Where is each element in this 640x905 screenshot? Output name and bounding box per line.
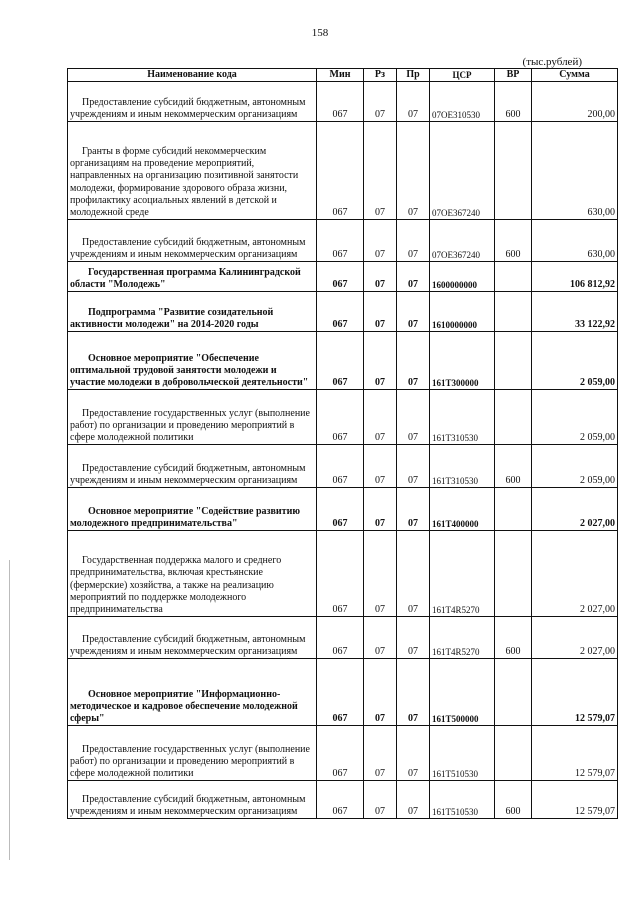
cell-min: 067 [317, 659, 364, 726]
cell-rz: 07 [364, 220, 397, 262]
cell-pr: 07 [397, 82, 430, 122]
cell-pr: 07 [397, 220, 430, 262]
cell-vr [495, 122, 532, 220]
cell-min: 067 [317, 531, 364, 617]
cell-pr: 07 [397, 781, 430, 819]
table-row [68, 617, 618, 659]
cell-pr: 07 [397, 726, 430, 781]
cell-rz: 07 [364, 726, 397, 781]
table-row [68, 781, 618, 819]
cell-name: Предоставление субсидий бюджетным, автономным учреждениям и иным некоммерческим организациям [68, 445, 317, 488]
cell-csr: 161Т310530 [430, 445, 495, 488]
table-row [68, 488, 618, 531]
cell-csr: 1600000000 [430, 262, 495, 292]
cell-sum: 2 059,00 [532, 390, 618, 445]
cell-sum: 12 579,07 [532, 659, 618, 726]
cell-min: 067 [317, 220, 364, 262]
cell-rz: 07 [364, 292, 397, 332]
table-row [68, 82, 618, 122]
cell-min: 067 [317, 726, 364, 781]
cell-csr: 161Т4R5270 [430, 531, 495, 617]
cell-vr [495, 726, 532, 781]
cell-name: Подпрограмма "Развитие созидательной активности молодежи" на 2014-2020 годы [68, 292, 317, 332]
table-header-row [68, 69, 618, 82]
cell-vr [495, 659, 532, 726]
cell-min: 067 [317, 781, 364, 819]
cell-pr: 07 [397, 617, 430, 659]
cell-vr: 600 [495, 220, 532, 262]
cell-vr [495, 292, 532, 332]
cell-csr: 161Т510530 [430, 781, 495, 819]
header-vr: ВР [495, 69, 532, 82]
header-min: Мин [317, 69, 364, 82]
cell-csr: 161Т500000 [430, 659, 495, 726]
cell-rz: 07 [364, 531, 397, 617]
cell-pr: 07 [397, 332, 430, 390]
cell-vr: 600 [495, 617, 532, 659]
cell-pr: 07 [397, 445, 430, 488]
cell-rz: 07 [364, 262, 397, 292]
cell-sum: 106 812,92 [532, 262, 618, 292]
cell-name: Основное мероприятие "Информационно-методическое и кадровое обеспечение молодежной сферы" [68, 659, 317, 726]
header-rz: Рз [364, 69, 397, 82]
table-row [68, 445, 618, 488]
table-row [68, 726, 618, 781]
cell-rz: 07 [364, 781, 397, 819]
cell-rz: 07 [364, 122, 397, 220]
table-row [68, 332, 618, 390]
cell-sum: 2 027,00 [532, 531, 618, 617]
table-row [68, 122, 618, 220]
cell-vr [495, 262, 532, 292]
table-row [68, 390, 618, 445]
cell-vr [495, 332, 532, 390]
cell-rz: 07 [364, 617, 397, 659]
margin-line [9, 560, 10, 860]
cell-min: 067 [317, 617, 364, 659]
cell-sum: 630,00 [532, 220, 618, 262]
cell-name: Предоставление субсидий бюджетным, автономным учреждениям и иным некоммерческим организациям [68, 617, 317, 659]
cell-rz: 07 [364, 82, 397, 122]
cell-rz: 07 [364, 488, 397, 531]
cell-sum: 12 579,07 [532, 726, 618, 781]
cell-csr: 07ОЕ310530 [430, 82, 495, 122]
cell-vr [495, 390, 532, 445]
cell-csr: 07ОЕ367240 [430, 122, 495, 220]
cell-name: Государственная программа Калининградской области "Молодежь" [68, 262, 317, 292]
cell-rz: 07 [364, 445, 397, 488]
cell-pr: 07 [397, 488, 430, 531]
cell-csr: 161Т4R5270 [430, 617, 495, 659]
cell-csr: 161Т510530 [430, 726, 495, 781]
table-row [68, 220, 618, 262]
cell-sum: 12 579,07 [532, 781, 618, 819]
cell-name: Гранты в форме субсидий некоммерческим организациям на проведение мероприятий, направленных на организацию позитивной занятости молодежи, формирование здорового образа жизни, профилактику асоциальных явлений в детской и молодежной среде [68, 122, 317, 220]
cell-pr: 07 [397, 659, 430, 726]
cell-name: Предоставление государственных услуг (выполнение работ) по организации и проведению мероприятий в сфере молодежной политики [68, 726, 317, 781]
cell-min: 067 [317, 82, 364, 122]
cell-name: Предоставление субсидий бюджетным, автономным учреждениям и иным некоммерческим организациям [68, 781, 317, 819]
cell-pr: 07 [397, 531, 430, 617]
table-row [68, 659, 618, 726]
cell-sum: 630,00 [532, 122, 618, 220]
table-row [68, 262, 618, 292]
cell-min: 067 [317, 445, 364, 488]
cell-pr: 07 [397, 292, 430, 332]
cell-name: Предоставление субсидий бюджетным, автономным учреждениям и иным некоммерческим организациям [68, 220, 317, 262]
cell-csr: 161Т310530 [430, 390, 495, 445]
cell-min: 067 [317, 122, 364, 220]
cell-pr: 07 [397, 122, 430, 220]
cell-name: Государственная поддержка малого и среднего предпринимательства, включая крестьянские (фермерские) хозяйства, а также на реализацию мероприятий по поддержке молодежного предпринимательства [68, 531, 317, 617]
cell-sum: 200,00 [532, 82, 618, 122]
cell-name: Предоставление государственных услуг (выполнение работ) по организации и проведению мероприятий в сфере молодежной политики [68, 390, 317, 445]
cell-min: 067 [317, 390, 364, 445]
cell-name: Основное мероприятие "Обеспечение оптимальной трудовой занятости молодежи и участие молодежи в добровольческой деятельности" [68, 332, 317, 390]
table-row [68, 292, 618, 332]
cell-sum: 2 027,00 [532, 488, 618, 531]
cell-sum: 2 059,00 [532, 332, 618, 390]
units-label: (тыс.рублей) [522, 56, 582, 68]
cell-vr: 600 [495, 445, 532, 488]
cell-min: 067 [317, 262, 364, 292]
cell-pr: 07 [397, 262, 430, 292]
cell-vr: 600 [495, 82, 532, 122]
header-pr: Пр [397, 69, 430, 82]
cell-csr: 161Т400000 [430, 488, 495, 531]
cell-csr: 1610000000 [430, 292, 495, 332]
header-csr: ЦСР [430, 69, 495, 82]
cell-sum: 2 027,00 [532, 617, 618, 659]
page-number: 158 [311, 27, 329, 39]
budget-table [67, 68, 618, 819]
cell-vr: 600 [495, 781, 532, 819]
cell-vr [495, 531, 532, 617]
cell-rz: 07 [364, 332, 397, 390]
cell-vr [495, 488, 532, 531]
cell-name: Предоставление субсидий бюджетным, автономным учреждениям и иным некоммерческим организациям [68, 82, 317, 122]
cell-min: 067 [317, 488, 364, 531]
cell-rz: 07 [364, 659, 397, 726]
cell-csr: 07ОЕ367240 [430, 220, 495, 262]
header-sum: Сумма [532, 69, 618, 82]
cell-name: Основное мероприятие "Содействие развитию молодежного предпринимательства" [68, 488, 317, 531]
cell-csr: 161Т300000 [430, 332, 495, 390]
table-row [68, 531, 618, 617]
cell-min: 067 [317, 292, 364, 332]
cell-sum: 33 122,92 [532, 292, 618, 332]
cell-sum: 2 059,00 [532, 445, 618, 488]
cell-min: 067 [317, 332, 364, 390]
cell-pr: 07 [397, 390, 430, 445]
cell-rz: 07 [364, 390, 397, 445]
header-name: Наименование кода [68, 69, 317, 82]
